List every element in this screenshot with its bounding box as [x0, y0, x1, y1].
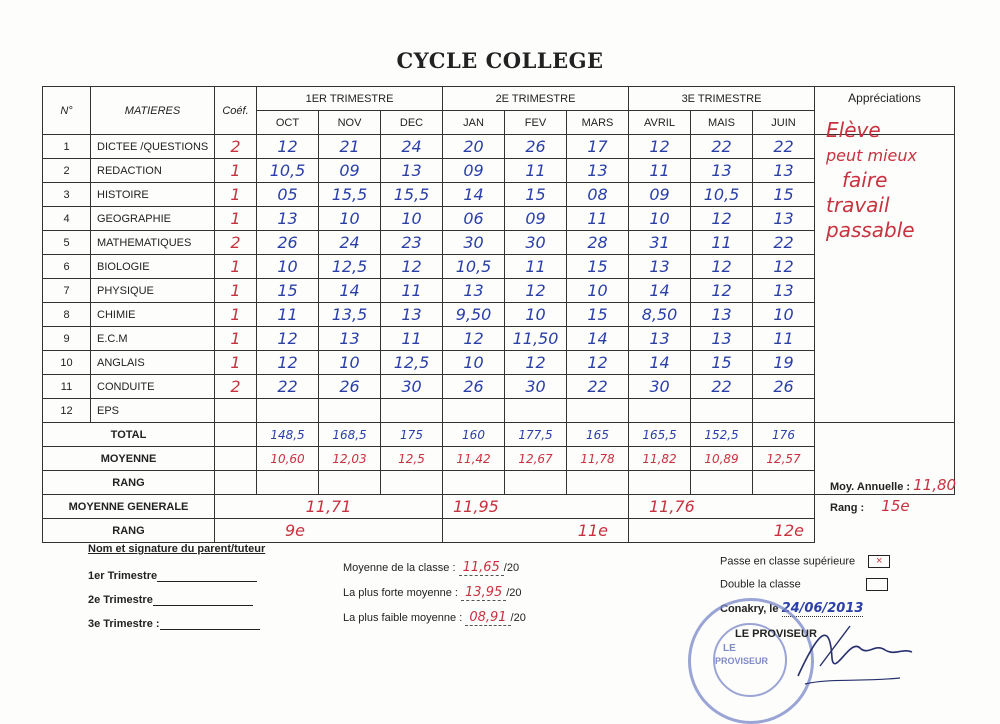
grade-cell: 22 — [691, 375, 753, 399]
moyenne-cell: 10,60 — [257, 447, 319, 471]
total-cell: 176 — [753, 423, 815, 447]
grade-cell: 22 — [257, 375, 319, 399]
subject-row — [43, 207, 955, 231]
moyenne-generale-t2: 11,95 — [443, 495, 629, 519]
subject-coef: 2 — [215, 375, 257, 399]
grade-cell: 21 — [319, 135, 381, 159]
grade-cell: 13 — [629, 327, 691, 351]
subject-number: 4 — [43, 207, 91, 231]
month-header: NOV — [319, 111, 381, 135]
grade-cell: 11 — [381, 327, 443, 351]
subject-coef: 1 — [215, 207, 257, 231]
grade-cell: 22 — [691, 135, 753, 159]
subject-name: CHIMIE — [91, 303, 215, 327]
grade-cell: 26 — [505, 135, 567, 159]
subject-coef — [215, 399, 257, 423]
grade-cell: 8,50 — [629, 303, 691, 327]
proviseur-label: LE PROVISEUR — [735, 628, 817, 640]
grade-cell: 28 — [567, 231, 629, 255]
rang-annuel — [830, 497, 910, 515]
subject-row — [43, 351, 955, 375]
grade-cell: 14 — [567, 327, 629, 351]
appreciation-line: faire — [842, 168, 888, 192]
grade-cell: 12 — [629, 135, 691, 159]
subject-row — [43, 327, 955, 351]
stamp-text-2: PROVISEUR — [715, 656, 769, 666]
grade-cell: 12 — [753, 255, 815, 279]
subject-row — [43, 231, 955, 255]
moyenne-generale-t1: 11,71 — [215, 495, 443, 519]
grade-cell — [691, 399, 753, 423]
subject-coef: 1 — [215, 279, 257, 303]
double-classe — [720, 578, 888, 591]
subject-row — [43, 135, 955, 159]
month-header: AVRIL — [629, 111, 691, 135]
header-trimestre-2: 2E TRIMESTRE — [443, 87, 629, 111]
grade-cell: 30 — [505, 231, 567, 255]
grade-cell: 15 — [257, 279, 319, 303]
grade-cell: 15 — [567, 255, 629, 279]
subject-coef: 1 — [215, 303, 257, 327]
grade-cell: 09 — [319, 159, 381, 183]
grade-cell: 10 — [629, 207, 691, 231]
grade-cell: 24 — [381, 135, 443, 159]
grade-cell: 11 — [505, 255, 567, 279]
rang-label: RANG — [43, 471, 215, 495]
grade-cell: 11 — [381, 279, 443, 303]
plus-forte-value: 13,95 — [461, 585, 506, 601]
grade-cell: 10 — [753, 303, 815, 327]
grade-cell: 13 — [753, 279, 815, 303]
grade-cell: 22 — [753, 231, 815, 255]
header-appreciations: Appréciations — [815, 87, 955, 135]
signature-line — [157, 569, 257, 582]
subject-number: 1 — [43, 135, 91, 159]
total-cell: 177,5 — [505, 423, 567, 447]
grade-cell: 11 — [691, 231, 753, 255]
total-cell: 165,5 — [629, 423, 691, 447]
month-header: DEC — [381, 111, 443, 135]
signature-t3-label: 3e Trimestre : — [88, 618, 160, 630]
subject-row — [43, 183, 955, 207]
parent-signature-t1 — [88, 569, 257, 582]
header-coef: Coéf. — [215, 87, 257, 135]
moyenne-generale-label: MOYENNE GENERALE — [43, 495, 215, 519]
month-header: MAIS — [691, 111, 753, 135]
header-no: N° — [43, 87, 91, 135]
month-header: JUIN — [753, 111, 815, 135]
grade-cell: 11 — [505, 159, 567, 183]
grade-cell: 13 — [691, 303, 753, 327]
grade-cell: 13 — [257, 207, 319, 231]
moyenne-classe — [343, 560, 519, 575]
subject-number: 12 — [43, 399, 91, 423]
subject-name: PHYSIQUE — [91, 279, 215, 303]
rang-annuel-label: Rang : — [830, 502, 865, 514]
grade-cell: 12 — [381, 255, 443, 279]
passe-classe-checkbox[interactable]: × — [868, 555, 890, 568]
appreciation-line: Elève — [826, 118, 881, 142]
total-cell: 152,5 — [691, 423, 753, 447]
grade-cell — [753, 399, 815, 423]
total-cell: 160 — [443, 423, 505, 447]
grade-cell: 13 — [629, 255, 691, 279]
grade-cell: 10,5 — [257, 159, 319, 183]
parent-signature-title: Nom et signature du parent/tuteur — [88, 543, 266, 555]
passe-classe-label: Passe en classe supérieure — [720, 555, 856, 568]
grade-cell: 19 — [753, 351, 815, 375]
grade-cell: 31 — [629, 231, 691, 255]
grade-cell: 14 — [629, 351, 691, 375]
grade-cell: 12 — [257, 327, 319, 351]
plus-forte-label: La plus forte moyenne : — [343, 587, 458, 599]
grade-cell: 09 — [443, 159, 505, 183]
grade-cell: 26 — [443, 375, 505, 399]
grade-cell: 12 — [505, 351, 567, 375]
grade-cell: 15 — [567, 303, 629, 327]
grade-cell: 06 — [443, 207, 505, 231]
grade-cell: 12 — [505, 279, 567, 303]
subject-name: CONDUITE — [91, 375, 215, 399]
grade-cell: 09 — [505, 207, 567, 231]
moyenne-cell: 10,89 — [691, 447, 753, 471]
grade-cell: 12 — [691, 255, 753, 279]
subject-row — [43, 159, 955, 183]
grade-cell: 12 — [691, 207, 753, 231]
grade-cell: 30 — [629, 375, 691, 399]
grade-cell: 13 — [381, 303, 443, 327]
grade-cell: 30 — [381, 375, 443, 399]
total-row — [43, 423, 955, 447]
grade-cell: 11 — [753, 327, 815, 351]
grade-cell: 22 — [567, 375, 629, 399]
parent-signature-t2 — [88, 593, 253, 606]
moyenne-generale-row — [43, 495, 955, 519]
grade-cell: 15 — [691, 351, 753, 375]
grade-cell: 13 — [753, 207, 815, 231]
subject-coef: 2 — [215, 231, 257, 255]
rang-t1: 9e — [215, 519, 443, 543]
subject-name: MATHEMATIQUES — [91, 231, 215, 255]
grade-cell: 12 — [443, 327, 505, 351]
grade-cell: 13 — [753, 159, 815, 183]
sur-20: /20 — [506, 587, 522, 599]
grade-cell: 10,5 — [691, 183, 753, 207]
grade-cell: 26 — [319, 375, 381, 399]
subject-coef: 1 — [215, 255, 257, 279]
grade-cell: 23 — [381, 231, 443, 255]
month-header: MARS — [567, 111, 629, 135]
grade-cell: 15 — [505, 183, 567, 207]
grade-cell: 13 — [691, 159, 753, 183]
grade-cell: 30 — [443, 231, 505, 255]
grade-cell: 13 — [691, 327, 753, 351]
grade-cell: 11 — [629, 159, 691, 183]
grade-cell: 05 — [257, 183, 319, 207]
appreciation-line: peut mieux — [826, 146, 917, 165]
subject-number: 6 — [43, 255, 91, 279]
subject-coef: 1 — [215, 351, 257, 375]
moyenne-cell: 12,57 — [753, 447, 815, 471]
date-value: 24/06/2013 — [781, 601, 864, 616]
grade-cell: 12 — [257, 135, 319, 159]
moyenne-cell: 11,82 — [629, 447, 691, 471]
month-header: FEV — [505, 111, 567, 135]
grades-table — [42, 86, 955, 543]
subject-row — [43, 303, 955, 327]
subject-rows — [43, 135, 955, 423]
grade-cell — [629, 399, 691, 423]
grade-cell: 10 — [381, 207, 443, 231]
grade-cell: 14 — [319, 279, 381, 303]
moyenne-annuelle-value: 11,80 — [913, 476, 957, 494]
lieu-date-label: Conakry, le — [720, 603, 779, 615]
month-header: JAN — [443, 111, 505, 135]
grade-cell: 10 — [567, 279, 629, 303]
grade-cell: 13,5 — [319, 303, 381, 327]
subject-row — [43, 279, 955, 303]
subject-coef: 2 — [215, 135, 257, 159]
grade-cell — [505, 399, 567, 423]
plus-faible-value: 08,91 — [465, 610, 510, 626]
rang-t3: 12e — [629, 519, 815, 543]
grade-cell: 22 — [753, 135, 815, 159]
total-label: TOTAL — [43, 423, 215, 447]
grade-cell — [257, 399, 319, 423]
rang-t2: 11e — [443, 519, 629, 543]
moyenne-classe-value: 11,65 — [459, 560, 504, 576]
grade-cell: 10 — [257, 255, 319, 279]
page-title: CYCLE COLLEGE — [396, 48, 604, 73]
moyenne-cell: 12,67 — [505, 447, 567, 471]
grade-cell: 14 — [629, 279, 691, 303]
subject-number: 2 — [43, 159, 91, 183]
moyenne-annuelle-label: Moy. Annuelle : — [830, 481, 911, 493]
appreciation-line: travail — [826, 193, 890, 217]
rang-trimestre-label: RANG — [43, 519, 215, 543]
total-cell: 175 — [381, 423, 443, 447]
total-cell: 168,5 — [319, 423, 381, 447]
grade-cell: 26 — [257, 231, 319, 255]
grade-cell: 24 — [319, 231, 381, 255]
grade-cell — [381, 399, 443, 423]
subject-number: 11 — [43, 375, 91, 399]
subject-row — [43, 375, 955, 399]
grade-cell: 14 — [443, 183, 505, 207]
grade-cell: 9,50 — [443, 303, 505, 327]
grade-cell — [319, 399, 381, 423]
subject-number: 5 — [43, 231, 91, 255]
month-header: OCT — [257, 111, 319, 135]
moyenne-cell: 12,5 — [381, 447, 443, 471]
subject-name: REDACTION — [91, 159, 215, 183]
subject-number: 10 — [43, 351, 91, 375]
rang-annuel-value: 15e — [881, 497, 910, 515]
subject-row — [43, 255, 955, 279]
grade-cell: 10 — [319, 207, 381, 231]
plus-forte-moyenne — [343, 585, 522, 600]
grade-cell: 12 — [567, 351, 629, 375]
grade-cell: 30 — [505, 375, 567, 399]
grade-cell: 26 — [753, 375, 815, 399]
grade-cell: 13 — [381, 159, 443, 183]
subject-name: E.C.M — [91, 327, 215, 351]
double-classe-checkbox[interactable] — [866, 578, 888, 591]
grade-cell: 15 — [753, 183, 815, 207]
grade-cell: 10 — [319, 351, 381, 375]
total-cell: 148,5 — [257, 423, 319, 447]
grade-cell: 15,5 — [381, 183, 443, 207]
appreciation-line: passable — [826, 218, 915, 242]
subject-number: 9 — [43, 327, 91, 351]
subject-coef: 1 — [215, 183, 257, 207]
grade-cell: 13 — [319, 327, 381, 351]
plus-faible-label: La plus faible moyenne : — [343, 612, 463, 624]
stamp-text: LE — [723, 643, 736, 654]
moyenne-label: MOYENNE — [43, 447, 215, 471]
grade-cell: 13 — [567, 159, 629, 183]
moyenne-classe-label: Moyenne de la classe : — [343, 562, 456, 574]
passe-classe — [720, 555, 890, 568]
signature-t2-label: 2e Trimestre — [88, 594, 153, 606]
subject-coef: 1 — [215, 327, 257, 351]
header-trimestre-3: 3E TRIMESTRE — [629, 87, 815, 111]
subject-name: EPS — [91, 399, 215, 423]
moyenne-cell: 11,42 — [443, 447, 505, 471]
double-classe-label: Double la classe — [720, 578, 801, 591]
grade-cell: 08 — [567, 183, 629, 207]
grade-cell: 10 — [505, 303, 567, 327]
total-cell: 165 — [567, 423, 629, 447]
grade-cell: 10,5 — [443, 255, 505, 279]
grade-cell: 12,5 — [319, 255, 381, 279]
header-matieres: MATIERES — [91, 87, 215, 135]
moyenne-annuelle — [830, 476, 956, 494]
grade-cell — [443, 399, 505, 423]
subject-name: DICTEE /QUESTIONS — [91, 135, 215, 159]
appreciation-text — [826, 118, 976, 243]
subject-number: 7 — [43, 279, 91, 303]
subject-name: BIOLOGIE — [91, 255, 215, 279]
grade-cell: 10 — [443, 351, 505, 375]
signature-line — [160, 617, 260, 630]
grade-cell: 12,5 — [381, 351, 443, 375]
subject-number: 8 — [43, 303, 91, 327]
rang-row — [43, 471, 955, 495]
signature-t1-label: 1er Trimestre — [88, 570, 158, 582]
grade-cell: 13 — [443, 279, 505, 303]
subject-name: ANGLAIS — [91, 351, 215, 375]
subject-name: GEOGRAPHIE — [91, 207, 215, 231]
header-trimestre-1: 1ER TRIMESTRE — [257, 87, 443, 111]
grade-cell: 12 — [691, 279, 753, 303]
subject-number: 3 — [43, 183, 91, 207]
sur-20: /20 — [503, 562, 520, 574]
grade-cell: 11 — [567, 207, 629, 231]
subject-name: HISTOIRE — [91, 183, 215, 207]
sur-20: /20 — [510, 612, 526, 624]
proviseur-signature — [790, 618, 920, 690]
plus-faible-moyenne — [343, 610, 526, 625]
subject-coef: 1 — [215, 159, 257, 183]
moyenne-cell: 12,03 — [319, 447, 381, 471]
grade-cell: 09 — [629, 183, 691, 207]
moyenne-row — [43, 447, 955, 471]
grade-cell: 17 — [567, 135, 629, 159]
grade-cell: 11 — [257, 303, 319, 327]
subject-row — [43, 399, 955, 423]
grade-cell: 12 — [257, 351, 319, 375]
grade-cell: 11,50 — [505, 327, 567, 351]
grade-cell: 15,5 — [319, 183, 381, 207]
moyenne-cell: 11,78 — [567, 447, 629, 471]
signature-line — [153, 593, 253, 606]
grade-cell: 20 — [443, 135, 505, 159]
moyenne-generale-t3: 11,76 — [629, 495, 815, 519]
parent-signature-t3 — [88, 617, 260, 630]
grade-cell — [567, 399, 629, 423]
